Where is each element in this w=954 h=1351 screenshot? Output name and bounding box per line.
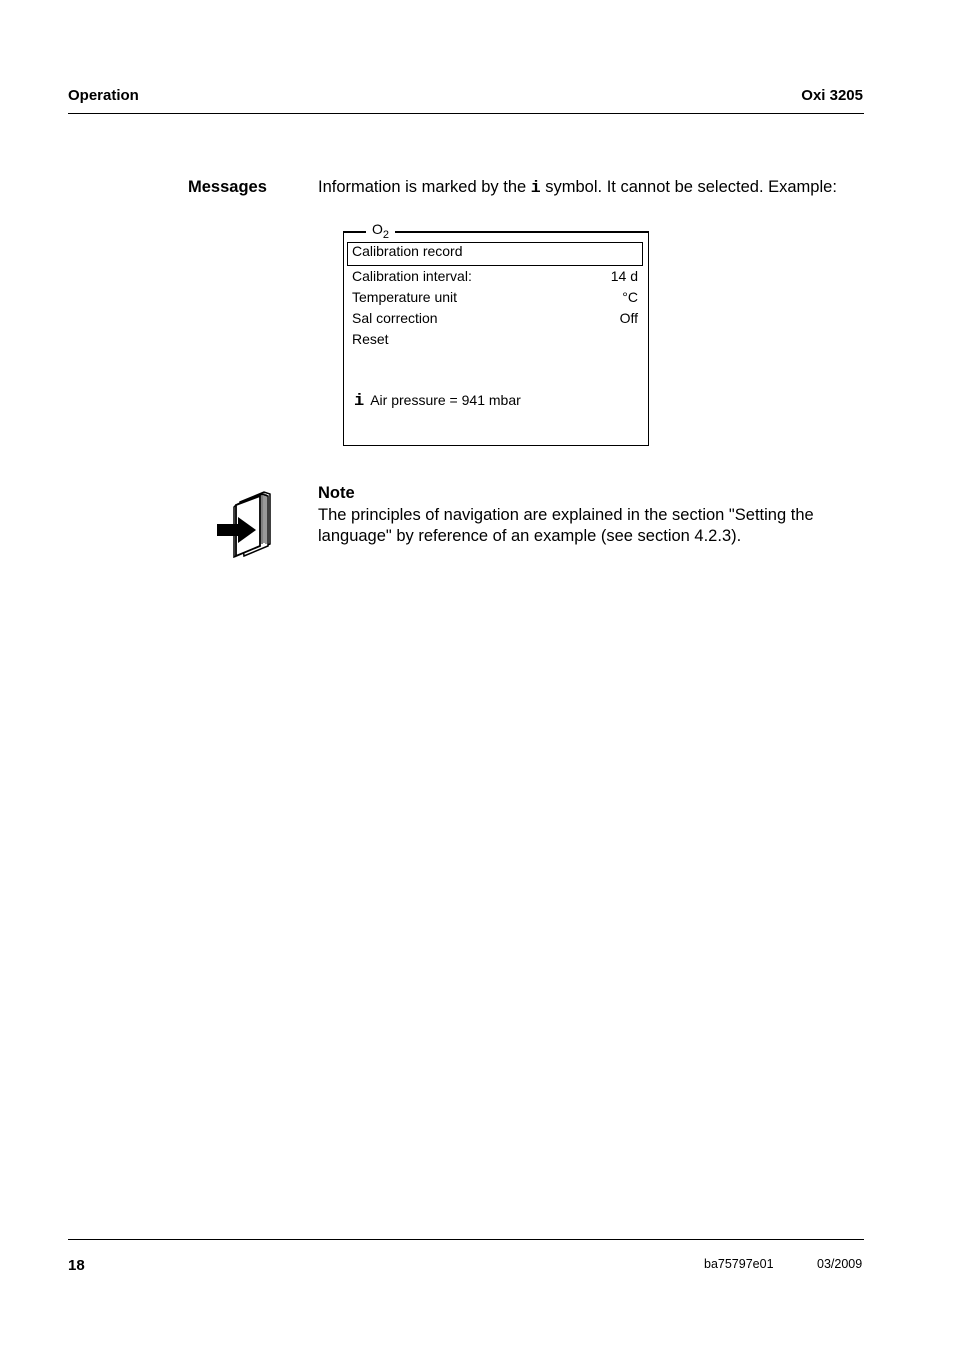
display-row-value: Off [619,310,638,326]
display-info-message [354,391,521,411]
messages-text-after: symbol. It cannot be selected. Example: [540,178,837,196]
footer-rule [68,1239,864,1240]
messages-text [318,178,878,197]
book-arrow-icon [214,490,274,558]
info-icon: i [354,392,365,411]
display-selected-item: Calibration record [347,242,643,266]
document-id: ba75797e01 [704,1257,774,1271]
display-row-label: Sal correction [352,310,438,326]
display-row-value: 14 d [610,268,638,284]
header-product: Oxi 3205 [801,87,863,104]
display-title-main: O [372,221,383,237]
header-rule [68,113,864,114]
note-body: The principles of navigation are explained in the section "Setting the language" by reference of an example (see section 4.2.3). [318,506,814,545]
display-title-sub: 2 [382,229,390,241]
document-date: 03/2009 [817,1257,863,1271]
page-number: 18 [68,1257,85,1274]
display-screen [343,221,649,446]
info-symbol: i [530,178,541,197]
display-row-label: Calibration interval: [352,268,472,284]
display-row-label: Temperature unit [352,289,458,305]
messages-label: Messages [188,178,267,196]
header-section: Operation [68,87,139,104]
display-row-calibration-interval [352,268,638,285]
display-row-temperature-unit [352,289,638,306]
display-row-reset [352,331,638,348]
note-title: Note [318,484,355,502]
display-title [366,220,395,241]
display-row-label: Reset [352,331,389,347]
display-info-text: Air pressure = 941 mbar [370,392,521,408]
display-row-sal-correction [352,310,638,327]
messages-text-before: Information is marked by the [318,178,531,196]
display-row-value: °C [622,289,638,305]
